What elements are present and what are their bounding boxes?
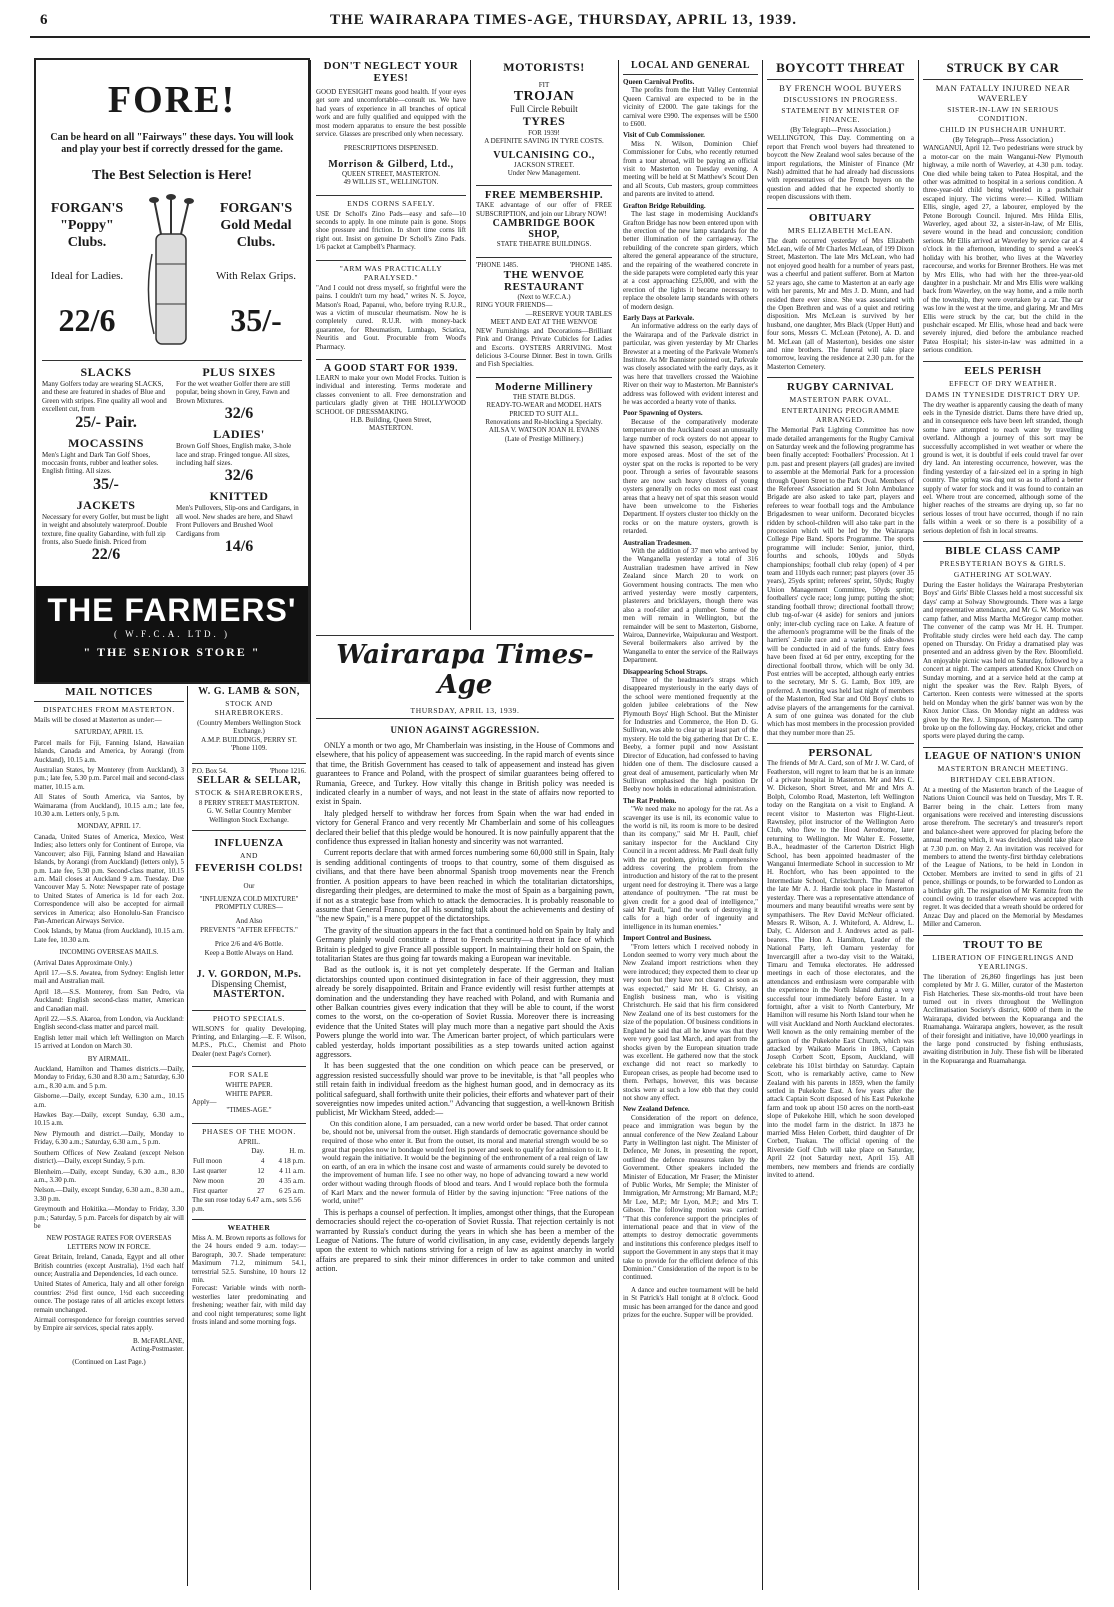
mail-sign: B. McFARLANE,	[132, 1336, 184, 1345]
lamb-phone: 'Phone 1109.	[230, 744, 267, 753]
mail-sign-title: Acting-Postmaster.	[130, 1345, 184, 1354]
plus-sixes-title: PLUS SIXES	[202, 365, 276, 379]
farmers-banner	[36, 586, 308, 682]
knitted-price: 14/6	[224, 538, 254, 556]
local-item-text: With the addition of 37 men who arrived by the Wanganella yesterday a total of 316 Australian tradesmen have arrived in New Zealand since March 20 to work on Government housing contracts. The men who arrived yesterday were mostly carpenters, plasterers and bricklayers, though there was also a roof-tiler and a plumber. Some of the men will remain in Wellington, but the remainder will be sent to Masterton, Gisborne, Wairoa, Dannevirke, Waipukurau and Westport. Several boilermakers also arrived by the Wanganella to enter the service of the Railways Department.	[623, 546, 758, 665]
mail-paragraph: Greymouth and Hokitika.—Monday to Friday, 3.30 p.m.; Saturday, 5 p.m. Parcels for dispatch by air will be	[34, 1205, 184, 1230]
poppy-clubs-label: FORGAN'S "Poppy" Clubs.	[50, 201, 124, 250]
wenvoe-ring: RING YOUR FRIENDS—	[476, 301, 553, 310]
moon-cell: 4 35 a.m.	[278, 1177, 305, 1186]
struck-body: WANGANUI, April 12. Two pedestrians were struck by a motor-car on the main Wanganui-New Plymouth highway, a mile north of Waverley, at 4.30 p.m. today. One died while being taken to Patea Hospital, and the other was admitted to hospital in a serious condition. A three-year-old child being wheeled in a pushchair escaped injury. The victims were:— Killed. William Ellis, single, aged 27, a labourer, employed by the Petone Borough Council. Injured. Mrs Hilda Ellis, Waverley, aged about 32, a sister-in-law, of Mr Ellis, severe wound in the head and concussion; condition serious. Mr Ellis arrived at Waverley by service car at 4 o'clock in the afternoon, intending to spend a week's holiday with his brother, who lives at the Waverley racecourse, and works for Brenner Brothers. He was met by Mrs Ellis, who had with her the three-year-old daughter in a pushchair. Mr and Mrs Ellis were walking back from Waverley, on the way home, and a mile north of the township, they were overtaken by a car. The car was low in the west at the time, and glaring. Mr and Mrs Ellis were struck by the car, but the child in the pushchair escaped. Mr Ellis, whose head and back were severely injured, died before the ambulance reached Patea Hospital; his sister-in-law was admitted in a serious condition.	[923, 144, 1083, 355]
millinery-sub: THE STATE BLDGS.	[512, 392, 576, 401]
eels-body: The dry weather is apparently causing the death of many eels in the Tyneside district. Dams there have dried up, and in consequence eels have been left stranded, though some have attempted to reach water by travelling overland. Although a journey of this sort may be successfully accomplished in wet weather or where the ground is wet, it is doubtful if eels could travel far over dry land. An interesting occurrence, however, was the finding yesterday of a fair-sized eel in a spring in high country. The spring was dug out so as to afford a better supply of water for stock and it was found to contain an eel. Where trout are concerned, although some of the higher reaches of the streams are drying up, so far no serious losses of trout have occurred, though if no rain falls within a week or so there is a possibility of a serious depletion of fish in local streams.	[923, 400, 1083, 535]
moon-cell: First quarter	[193, 1187, 228, 1196]
newspaper-title: THE WAIRARAPA TIMES-AGE, THURSDAY, APRIL 13, 1939.	[330, 12, 798, 28]
column-rule	[762, 60, 763, 1590]
fore-intro: Can be heard on all "Fairways" these days. You will look and play your best if correctly dressed for the game.	[50, 132, 294, 155]
gold-medal-clubs-price: 35/-	[230, 302, 282, 338]
gold-medal-clubs-sub: With Relax Grips.	[216, 270, 296, 282]
mail-paragraph: April 22.—S.S. Akaroa, from London, via Auckland: English second-class matter and parcel mail.	[34, 1015, 184, 1032]
moon-cell: Full moon	[193, 1157, 222, 1166]
wenvoe-body: NEW Furnishings and Decorations—Brilliant Pink and Orange. Private Cubicles for Ladies and Escorts. OYSTERS ARRIVING. Most delicious 3-Course Dinner. Best in town. Grills and Fish Specialties.	[476, 326, 612, 369]
ladies-title: LADIES'	[213, 427, 265, 442]
ladies-price: 32/6	[224, 467, 254, 485]
motorists-tyres: TYRES	[522, 113, 566, 128]
local-item-text: An informative address on the early days of the Wairarapa and of the Parkvale district in particular, was given yesterday by Mr Charles Brewster at a meeting of the Parkvale Women's Institute. As Mr Bannister pointed out, Parkvale was closely associated with the early days, as it was here that travellers crossed the Waiohine River on their way to Masterton. Mr Bannister's address was followed with evident interest and he was accorded a hearty vote of thanks.	[623, 322, 758, 407]
local-item-heading: Grafton Bridge Rebuilding.	[623, 201, 706, 210]
mail-paragraph: Auckland, Hamilton and Thames districts.—Daily, Monday to Friday, 6.30 and 8.30 a.m.; Saturday, 6.30 a.m., 8.30 a.m. and 5 p.m.	[34, 1065, 184, 1090]
millinery-late: (Late of Prestige Millinery.)	[504, 434, 584, 443]
local-item-heading: Import Control and Business.	[623, 934, 712, 943]
local-item-heading: Visit of Cub Commissioner.	[623, 131, 705, 140]
sellar-sub: STOCK & SHAREBROKERS,	[195, 788, 303, 798]
mail-paragraph: Hawkes Bay.—Daily, except Sunday, 6.30 a.m., 10.15 a.m.	[34, 1111, 184, 1128]
local-item-text: The last stage in modernising Auckland's Grafton Bridge has now been entered upon with the erection of the new lamp standards for the better illumination of the carriageway. The rebuilding of the concrete span girders, which altered the general appearance of the structure, and the repairing of the weathered concrete in the side parapets were completed early this year at a cost approaching £25,000, and with the erection of the lights it became necessary to replace the obsolete lamp standards with others of modern design.	[623, 210, 758, 311]
eyes-title: DON'T NEGLECT YOUR EYES!	[323, 60, 459, 84]
local-item-text: Because of the comparatively moderate temperature on the Auckland coast an unusually large number of rock oysters do not appear to have spawned this season, especially on the more exposed areas. Most of the set of the oyster spat on the rocks is reported to be very poor. Through a series of favourable seasons there are now such heavy clusters of young oysters generally on rocks on most east coast areas that a heavy net of spat this season would have been unwelcome to the Fisheries Department. If oysters cluster too thickly on the rocks or on the mature oysters, growth is retarded.	[623, 417, 758, 536]
rugby-sub: MASTERTON PARK OVAL.	[789, 395, 892, 405]
weather-forecast: Forecast: Variable winds with north-westerlies later predominating and freshening; weather fair, with mild day and cool night temperatures; some light frosts inland and some morning fogs.	[192, 1284, 306, 1327]
moon-cell: 4 11 a.m.	[279, 1167, 305, 1176]
motorists-co: VULCANISING CO.,	[493, 149, 595, 161]
league-sub: MASTERTON BRANCH MEETING.	[937, 763, 1069, 773]
local-item-heading: Disappearing School Straps.	[623, 667, 708, 676]
mail-paragraph: SATURDAY, APRIL 15.	[74, 728, 144, 737]
column-rule	[187, 686, 188, 1586]
local-item-text: The profits from the Hutt Valley Centennial Queen Carnival are expected to be in the vicinity of £2000. The gate takings for the carnival were £990. The expenses will be £500 to £600.	[623, 86, 758, 129]
fore-selection: The Best Selection is Here!	[92, 168, 252, 183]
eyes-body: GOOD EYESIGHT means good health. If your eyes get sore and uncomfortable—consult us. We have had years of experience in all branches of optical work and are fully qualified and equipped with the most modern apparatus to ensure the best possible service. Glasses are prescribed only when necessary.	[316, 88, 466, 139]
eyes-addr1: QUEEN STREET, MASTERTON.	[341, 169, 441, 178]
lamb-addr: A.M.P. BUILDINGS, PERRY ST.	[201, 735, 297, 744]
fore-headline: FORE!	[107, 79, 237, 121]
start-addr1: H.B. Building, Queen Street,	[350, 415, 432, 424]
moon-table	[192, 1146, 306, 1196]
editorial	[316, 632, 614, 1587]
knitted-text: Men's Pullovers, Slip-ons and Cardigans, in all wool. New shades are here, and Shawl Front Pullovers and Brushed Wool Cardigans from	[176, 504, 299, 538]
slacks-title: SLACKS	[80, 365, 132, 379]
influenza-prevents: PREVENTS "AFTER EFFECTS."	[200, 925, 298, 934]
small-ads-column	[192, 686, 306, 1586]
mail-paragraph: English letter mail which left Wellington on March 15 arrived at London on March 30.	[34, 1033, 184, 1051]
gordon-sub: Dispensing Chemist,	[211, 979, 287, 990]
motorists-for: FOR 1939!	[528, 128, 560, 137]
local-item-text: "From letters which I received nobody in London seemed to worry very much about the New Zealand import restrictions when they were introduced; they expected them to clear up very soon but they have not cleared as soon as was expected," said Mr H. G. Christy, an English business man, who is visiting Christchurch. He said that his firm considered New Zealand one of its best customers for the size of the population. Of business conditions in England he said that all he knew was that they were very good last March, and apart from the shocks given by the European situation trade was excellent. He gathered now that the stock exchange did not react so markedly to European crises, as people had become used to them. Perhaps, however, this was because stocks were at such a low ebb that they could not show any effect.	[623, 942, 758, 1102]
rur-body: "And I could not dress myself, so frightful were the pains. I couldn't turn my head," writes N. S. Joyce, Matson's Road, Papanui, who, before trying R.U.R., was a victim of muscular rheumatism. Now he is completely cured. R.U.R. with money-back guarantee, for Rheumatism, Lumbago, Sciatica, Neuritis and Gout. Procurable from Wood's Pharmacy.	[316, 283, 466, 351]
sale-apply: Apply—	[192, 1097, 217, 1106]
slacks-price: 25/- Pair.	[75, 413, 137, 431]
membership-shop2: STATE THEATRE BUILDINGS.	[496, 240, 592, 249]
news-column-6	[923, 60, 1083, 1590]
column-rule	[618, 60, 619, 1590]
local-item-heading: Queen Carnival Profits.	[623, 78, 695, 86]
bible-body: During the Easter holidays the Wairarapa Presbyterian Boys' and Girls' Bible Classes held a most successful six days' camp at Solway Showgrounds. There was a large and representative attendance, and Mr G. W. Morice was camp father, and Miss Martha McGregor camp mother. The convener of the camp was Mr H. H. Trumper. Profitable study circles were held each day. The camp opened on Thursday. On Friday a dramatised play was presented and an address given by the Rev. Bloomfield. An enjoyable picnic was held on Saturday, followed by a concert at night. The campers attended Knox Church on Sunday morning, and at a service held at the camp at night the speaker was the Rev. Ralph Byers, of Carterton. Keen contests were witnessed at the sports held on Monday when the girls' banner was won by the Knox Junior Class. On Monday night an address was given by the Rev. J. Simpson, of Masterton. The camp broke up on the following day. Hockey, cricket and other sports were played during the camp.	[923, 581, 1083, 741]
sale-title: FOR SALE	[228, 1070, 269, 1080]
local-item-text: Three of the headmaster's straps which disappeared mysteriously in the early days of the school were mentioned frequently at the golden jubilee celebrations of the New Plymouth Boys' High School. But the Minister for Industries and Commerce, the Hon D. G. Sullivan, was able to clear up at least part of the mystery. He told the big gathering that Dr C. E. Beeby, a former pupil and now Assistant Director of Education, had confessed to having hidden one of them. The disclosure caused a great deal of amusement, particularly when Mr Sullivan emphasised the high position Dr Beeby now holds in educational administration.	[623, 676, 758, 794]
gold-medal-clubs-label: FORGAN'S Gold Medal Clubs.	[219, 201, 293, 250]
moon-title: PHASES OF THE MOON.	[202, 1126, 296, 1136]
editorial-paragraph: ONLY a month or two ago, Mr Chamberlain was insisting, in the House of Commons and elsewhere, that his policy of appeasement was succeeding. In the rapid march of events since that time, the British Government has ceased to talk of appeasement and instead has given guarantees to France and Poland, with the prospect of similar guarantees being offered to Rumania, Greece, and Turkey. How vitally this change in British policy was needed is indicated clearly in a number of ways, and not least in the state of affairs now reported to exist in Spain.	[316, 741, 614, 807]
sellar-box: P.O. Box 54.	[192, 766, 228, 775]
jackets-price: 22/6	[91, 546, 121, 564]
slacks-text: Many Golfers today are wearing SLACKS, and these are featured in shades of Blue and Green with stripes. Fine quality all wool and excellent cut, from	[42, 380, 167, 414]
editorial-paragraph: Italy pledged herself to withdraw her forces from Spain when the war had ended in victory for General Franco and very recently Mr Chamberlain and some of his colleagues declared their belief that this pledge would be honoured. It is now painfully apparent that the confidence thus expressed in Italian honesty and sincerity was not warranted.	[316, 808, 614, 847]
trout-sub: LIBERATION OF FINGERLINGS AND YEARLINGS.	[932, 952, 1074, 971]
photo-title: PHOTO SPECIALS.	[212, 1013, 286, 1023]
membership-body: TAKE advantage of our offer of FREE SUBSCRIPTION, and join our Library NOW!	[476, 201, 612, 218]
editorial-paragraph: This is perhaps a counsel of perfection. It implies, amongst other things, that the European democracies should reject the co-operation of Soviet Russia. That rejection certainly is not warranted by Russia's conduct during the years in which she has been a member of the League of Nations. The future of world civilisation, in any case, evidently depends largely upon the extent to which nations striving for a reign of law as against anarchy in world affairs are prepared to sink their minor differences in order to take common and united action.	[316, 1207, 614, 1274]
sale-l2: WHITE PAPER.	[225, 1089, 273, 1098]
membership-shop: CAMBRIDGE BOOK SHOP,	[492, 218, 596, 241]
moon-header-cell	[192, 1146, 244, 1156]
millinery-title: Moderne Millinery	[494, 380, 593, 393]
personal-body: The friends of Mr A. Card, son of Mr J. W. Card, of Featherston, will regret to learn that he is an inmate of a private hospital in Masterton. Mr and Mrs C. W. Dickeson, Short Street, and Mr and Mrs A. Bolph, Colombo Road, Masterton, left Wellington today on the Rangitata on a visit to England. A recent visitor to Masterton was Flight-Lieut. Rawnsley, pilot instructor of the Wellington Aero Club, who flew to the Hood Aerodrome, later returning to Wellington. Mr Walter E. Fossette, B.A., headmaster of the Carterton District High School, has been appointed headmaster of the Wanganui Intermediate School in succession to Mr H. Rochfort, who has been appointed to the Intermediate School, Christchurch. The funeral of the late Mr A. J. Hardie took place in Masterton yesterday. There was a representative attendance of mourners and many beautiful wreaths were sent by sympathisers. The Rev David McNeur officiated. Messrs R. Wilson, A. J. Whiteford, A. Aldrew, L. Daly, C. Alderson and J. Andrews acted as pall-bearers. The Hon A. Hamilton, Leader of the National Party, left Oamaru yesterday for Invercargill after a two-day visit to the Waitaki, Timaru and Temuka electorates. He addressed meetings in each of those electorates, and the attendances and enthusiasm were comparable with the experience in the North Island during a very successful tour immediately before Easter. In a fortnight, after a visit to North Canterbury, Mr Hamilton will resume his North Island tour when he will visit Auckland and North Auckland electorates. Well known as the only remaining member of the garrison of the Pukekohe East Church, which was attacked by Waikato Maoris in 1863, Captain Joseph Corbett Scott, Epsom, Auckland, will celebrate his 101st birthday on Saturday. Captain Scott, who is remarkably active, came to New Zealand with his parents in 1859, when the family settled in Pukekohe East. A few years after the attack Captain Scott disposed of his East Pukekohe farm and took up about 150 acres on the north-east slope of Pukekohe Hill, which he soon developed into the model farm in the district. In 1873 he married Miss Helen Corbett, third daughter of Dr Corbett, Tuakau. The official opening of the Riverside Golf Club will take place on Saturday, April 22 (not Saturday next, April 15). All members, new members and friends are cordially invited to attend.	[767, 759, 914, 1180]
moon-cell: 4	[260, 1157, 265, 1166]
mail-continued: (Continued on Last Page.)	[72, 1357, 146, 1366]
sellar-phone: 'Phone 1216.	[269, 766, 306, 775]
boycott-sub: BY FRENCH WOOL BUYERS	[779, 83, 902, 93]
mail-paragraph: Gisborne.—Daily, except Sunday, 6.30 a.m., 10.15 a.m.	[34, 1092, 184, 1109]
local-item-heading: New Zealand Defence.	[623, 1105, 690, 1114]
motorists-saving: A DEFINITE SAVING IN TYRE COSTS.	[484, 137, 604, 146]
wenvoe-reserve: —RESERVE YOUR TABLES	[525, 309, 612, 318]
masthead-rule	[30, 36, 1090, 38]
sellar-addr: 8 PERRY STREET MASTERTON.	[198, 799, 300, 808]
mail-paragraph: BY AIRMAIL.	[87, 1054, 131, 1063]
moon-month: APRIL.	[238, 1137, 260, 1146]
struck-sub2: SISTER-IN-LAW IN SERIOUS CONDITION.	[947, 105, 1059, 123]
mail-paragraph: MONDAY, APRIL 17.	[77, 822, 141, 831]
mail-paragraph: Canada, United States of America, Mexico, West Indies; also letters only for Continent of Europe, via Vancouver; also Fiji, Fanning Island and Hawaiian Islands, by Aorangi (from Auckland) (letters only), 5 p.m. Late fee, 5.30 p.m. Second-class matter, 10.15 a.m. Mail closes at Auckland 9 a.m. Tuesday. Due Vancouver May 5. Note: Newspaper rate of postage to United States of America is 1d for each 2oz. Correspondence will also be accepted for airmail services in America; also Honolulu-San Francisco Pan-American Airways Service.	[34, 832, 184, 925]
rugby-body: The Memorial Park Lighting Committee has now made detailed arrangements for the Rugby Carnival on Saturday week and the following programme has been finally accepted: Footballers' Procession. At 1 p.m. past and present players (all grades) are invited to assemble at the Memorial Park for a procession through Queen Street to the Park Oval. Members of the Referees' Association and St John Ambulance Brigade are also asked to take part, players and referees to wear football togs and the Ambulance Brigadesmen to wear uniform. Decorated bicycles ridden by school-children will also take part in the procession which will be led by the Wairarapa College Pipe Band. Sports Programme. The sports programme will include: Senior, junior, third, fourths and schools, 100yds and 50yds championships; football club relay (open) of 4 per team and 110yds each runner; past players (over 35 years), 25yds sprint; referees' sprint, 50yds; Rugby Union Management Committee, 50yds sprint; footballers' cycle race; long jump; putting the shot; standing football throw; directional football throw; club tug-of-war (4 aside) for seniors and juniors only; inter-club cycling race on Lake. A feature of the afternoon's programme will be the finals of the harriers' 2-mile race and a variety of side-shows will be conducted in aid of the funds. Entry fees have been fixed at 6d per entry, excepting for the directional football throw, which will be only 3d. Post entries will be accepted, although early entries to the secretary, Mr S. G. Lamb, Box 109, are preferred. A meeting was held last night of members of the Masterton, Red Star and Old Boys' clubs to advise players of the arrangements for the carnival. A sum of one guinea was donated for the club which has most members in the procession provided that they number more than 25.	[767, 426, 914, 737]
wenvoe-phone-left: 'PHONE 1485.	[476, 260, 519, 269]
rur-title: "ARM WAS PRACTICALLY PARALYSED."	[339, 263, 443, 282]
photo-body: WILSON'S for quality Developing, Printing, and Enlarging.—E. F. Wilson, M.P.S., Ph.C., Chemist and Photo Dealer (next Page's Corner).	[192, 1024, 306, 1058]
ads-column-2	[316, 60, 466, 620]
editorial-date: THURSDAY, APRIL 13, 1939.	[410, 706, 520, 715]
boycott-body: WELLINGTON, This Day. Commenting on a report that French wool buyers had threatened to boycott the New Zealand wool sales because of the import regulations, the Minister of Finance (Mr Nash) admitted that he had already had discussions with representatives of the French buyers on the question and added that he expected shortly to reopen discussions with them.	[767, 134, 914, 202]
local-body	[623, 78, 758, 1320]
sale-where: "TIMES-AGE."	[226, 1106, 272, 1115]
mail-paragraph: April 17.—S.S. Awatea, from Sydney: English letter mail and Australian mail.	[34, 968, 184, 986]
editorial-paragraph: It has been suggested that the one condition on which peace can be preserved, or aggression resisted successfully should war prove to be inevitable, is that "all peoples who still retain faith in individual freedom as the highest human good, and in democracy as its political safeguard, shall forthwith unite their policies, their efforts and whatever part of their sovereignties now impedes united action." Advancing that suggestion, a well-known British publicist, Mr Wickham Steed, added:—	[316, 1061, 614, 1118]
millinery-names: AILSA V. WATSON JOAN H. EVANS	[488, 426, 600, 435]
local-item-heading: Poor Spawning of Oysters.	[623, 409, 703, 418]
gordon-title: J. V. GORDON, M.Ps.	[196, 969, 302, 981]
mail-paragraph: United States of America, Italy and all other foreign countries: 2½d first ounce, 1½d each succeeding ounce. The postage rates of all articles except letters remain unchanged.	[34, 1280, 184, 1314]
struck-sub: MAN FATALLY INJURED NEAR WAVERLEY	[935, 83, 1071, 103]
start-addr2: MASTERTON.	[369, 424, 413, 433]
league-sub2: BIRTHDAY CELEBRATION.	[950, 774, 1056, 784]
league-body: At a meeting of the Masterton branch of the League of Nations Union Council was held on Tuesday, Mrs T. R. Barrer being in the chair. Letters from many organisations were received and interesting discussions arose therefrom. The secretary's and treasurer's report and balance-sheet were approved for placing before the annual meeting which, it was decided, should take place at 7.30 p.m. on May 2. An invitation was received for members to attend the twenty-first birthday celebrations of the League of Nations, to be held in London in October. Members are invited to send in gifts of 21 pence, shillings or pounds, to be forwarded to London as a birthday gift. The resignation of Mr Kemnitz from the council owing to transfer elsewhere was accepted with regret. It was decided that a wreath should be ordered for Anzac Day and placed on the Memorial by Mesdames Miller and Cameron.	[923, 785, 1083, 929]
plus-sixes-price: 32/6	[224, 405, 254, 423]
influenza-mixture: "INFLUENZA COLD MIXTURE"	[199, 894, 299, 903]
mail-notices	[34, 686, 184, 1586]
lamb-sub2: (Country Members Wellington Stock Exchange.)	[197, 719, 301, 736]
rugby-sub2: ENTERTAINING PROGRAMME ARRANGED.	[781, 406, 900, 425]
editorial-paragraph: Current reports declare that with armed forces numbering some 60,000 still in Spain, Italy is sending additional contingents of troops to that country, some of them disguised as civilians, and that there have been abnormal Spanish troop movements near the French frontier. A position appears to have been reached in which the totalitarian dictatorships, disregarding their pledges, are determined to make the most of Spain as a bargaining pawn, if not as a strategic base from which to attack the democracies. It is probably reasonable to assume that General Franco, for all his sounding talk about the achievements and destiny of "the new Spain," is a mere puppet of the dictatorships.	[316, 848, 614, 924]
corns-body: USE Dr Scholl's Zino Pads—easy and safe—10 seconds to apply. In one minute pain is gone. Stops shoe pressure and friction. In short time corns lift right out. Insist on genuine Dr Scholl's Zino Pads. 1/6 packet at Campbell's Pharmacy.	[316, 209, 466, 252]
obituary-name: MRS ELIZABETH McLEAN.	[787, 225, 894, 235]
editorial-paragraph: Bad as the outlook is, it is not yet completely desperate. If the German and Italian dictatorships counted upon continued disintegration in face of their aggression, they must already be sorely disappointed. Britain and France evidently will resist further attempts at domination and the understanding they have reached with Poland, and with Rumania and other Balkan countries gives every indication that they will be able to count, if the worst comes to the worst, on the co-operation of Soviet Russia. Moreover there is increasing evidence that the United States will play much more than a negative part should the Axis Powers plunge the world into war. The American barter project, of which particulars were cabled yesterday, holds important possibilities as a step towards united action against aggressors.	[316, 965, 614, 1059]
wenvoe-meet: MEET AND EAT AT THE WENVOE	[490, 318, 598, 327]
boycott-by: (By Telegraph—Press Association.)	[790, 126, 891, 134]
mail-paragraph: Airmail correspondence for foreign countries served by Empire air services, special rates apply.	[34, 1316, 184, 1333]
jackets-title: JACKETS	[76, 497, 136, 512]
wenvoe-sub: (Next to W.F.C.A.)	[517, 293, 571, 302]
trout-body: The liberation of 26,860 fingerlings has just been completed by Mr J. G. Miller, curator of the Masterton Fish Hatcheries. These six-months-old trout have been turned out in rivers throughout the Wellington Acclimatisation Society's district, 6000 of them in the Wairarapa, divided between the Kopuaranga and the Ruamahanga. Wairarapa anglers, however, as the result of their foresight and initiative, have 10,000 yearlings in the large pond constructed by fishing enthusiasts, awaiting distribution in July. These fish will be liberated in the Kopuaranga and Ruamahanga.	[923, 972, 1083, 1065]
eyes-prescriptions: PRESCRIPTIONS DISPENSED.	[343, 144, 439, 153]
moccasins-price: 35/-	[93, 475, 119, 493]
editorial-body	[316, 741, 614, 1274]
gordon-town: MASTERTON.	[213, 988, 285, 1000]
local-title: LOCAL AND GENERAL	[630, 60, 751, 71]
influenza-keep: Keep a Bottle Always on Hand.	[204, 948, 294, 957]
start-title: A GOOD START FOR 1939.	[324, 362, 458, 374]
boycott-title: BOYCOTT THREAT	[776, 60, 905, 75]
knitted-title: KNITTED	[209, 489, 269, 504]
motorists-fit: FIT	[538, 81, 550, 89]
influenza-cures: PROMPTLY CURES—	[215, 903, 283, 912]
moon-header-cell: Day.	[251, 1147, 265, 1156]
struck-sub3: CHILD IN PUSHCHAIR UNHURT.	[939, 125, 1067, 134]
motorists-street: JACKSON STREET.	[513, 160, 575, 169]
farmers-name: THE FARMERS'	[47, 592, 297, 628]
editorial-paragraph: On this condition alone, I am persuaded, can a new world order be based. That order cannot be, should not be, universal from the outset. High standards of democratic governance should be required of those who enter it. But from the outset, its moral and material strength would be so great that peoples now in bondage would feel its power and seek to qualify for admission to it. It would regain the initiative. It would be the beginning of the enthronement of a real reign of law on earth, of an era in which the insane cost and waste of armaments could surely be devoted to the improvement of human life. I see no other way, no hope of advancing toward a new world order without wading through floods of blood and tears. And I would replace both the formula of Karl Marx and the newer formula of Hitler by the saving injunction: "Free nations of the world, unite!"	[322, 1118, 608, 1206]
editorial-paragraph: The gravity of the situation appears in the fact that a continued hold on Spain by Italy and Germany plainly would constitute a threat to French security—a threat in face of which Britain is pledged to give France all possible support. In maintaining their hold on Spain, the totalitarian States are thus going far towards making a European war inevitable.	[316, 925, 614, 963]
mail-paragraph: NEW POSTAGE RATES FOR OVERSEAS LETTERS NOW IN FORCE.	[46, 1234, 172, 1251]
millinery-body: READY-TO-WEAR and MODEL HATS PRICED TO SUIT ALL.	[486, 401, 602, 418]
obituary-title: OBITUARY	[809, 211, 872, 224]
millinery-renovations: Renovations and Re-blocking a Specialty.	[485, 417, 603, 426]
mail-paragraph: Australian States, by Monterey (from Auckland), 3 p.m.; late fee, 5.30 p.m. Parcel mail and second-class matter, 10.15 a.m.	[34, 766, 184, 791]
corns-title: ENDS CORNS SAFELY.	[347, 198, 435, 208]
motorists-line: Full Circle Rebuilt	[510, 104, 578, 115]
personal-title: PERSONAL	[808, 747, 873, 760]
eels-sub: EFFECT OF DRY WEATHER.	[948, 378, 1058, 388]
moon-row	[192, 1176, 306, 1186]
eyes-addr2: 49 WILLIS ST., WELLINGTON.	[343, 178, 439, 187]
rugby-title: RUGBY CARNIVAL	[787, 381, 894, 394]
column-rule	[470, 60, 471, 630]
farmers-sub: ( W.F.C.A. LTD. )	[114, 629, 230, 639]
editorial-masthead: Wairarapa Times-Age	[336, 640, 594, 700]
moccasins-title: MOCASSINS	[68, 435, 144, 450]
fore-advertisement	[34, 58, 310, 684]
jackets-text: Necessary for every Golfer, but must be light in weight and absolutely waterproof. Double texture, fine quality Gabardine, with full zip fronts, also Suede finish. Priced from	[42, 512, 169, 547]
mail-paragraph: Cook Islands, by Matua (from Auckland), 10.15 a.m. Late fee, 10.30 a.m.	[34, 927, 184, 944]
boycott-sub2: DISCUSSIONS IN PROGRESS.	[783, 95, 898, 104]
influenza-title: INFLUENZA	[214, 837, 284, 850]
lamb-title: W. G. LAMB & SON,	[198, 686, 300, 697]
sellar-title: SELLAR & SELLAR,	[197, 775, 301, 787]
moon-cell: 20	[257, 1177, 265, 1186]
mail-paragraph: April 18.—S.S. Monterey, from San Pedro, via Auckland: English second-class matter, American and Canadian mail.	[34, 987, 184, 1013]
influenza-price: Price 2/6 and 4/6 Bottle.	[214, 940, 284, 949]
column-rule	[310, 60, 311, 1590]
local-item-heading: Australian Tradesmen.	[623, 538, 692, 547]
eels-sub2: DAMS IN TYNESIDE DISTRICT DRY UP.	[925, 389, 1081, 399]
ads-column-3	[476, 60, 612, 630]
poppy-clubs-sub: Ideal for Ladies.	[50, 270, 124, 282]
influenza-our: Our	[243, 882, 255, 891]
local-item-text: A dance and euchre tournament will be held in St Patrick's Hall tonight at 8 o'clock. Good music has been arranged for the dance and good prizes for the euchre. Supper will be provided.	[623, 1285, 758, 1320]
plus-sixes-text: For the wet weather Golfer there are still popular, being shown in Grey, Fawn and Brown Mixtures.	[176, 380, 291, 405]
local-item-heading: The Rat Problem.	[623, 796, 677, 805]
trout-title: TROUT TO BE	[962, 938, 1044, 951]
poppy-clubs-price: 22/6	[58, 302, 116, 338]
obituary-body: The death occurred yesterday of Mrs Elizabeth McLean, wife of Mr Charles McLean, of 199 Dixon Street, Masterton. The late Mrs McLean, who had not enjoyed good health for a number of years past, was a cheerful and patient sufferer. Born at Marton 52 years ago, she came to Masterton at an early age with her parents, Mr and Mrs J. D. Munn, and had resided there ever since. She was associated with the Open Brethren and was of a quiet and retiring disposition. Mrs McLean is survived by her husband, one daughter, Mrs Black (Upper Hutt) and four sons, Messrs C. McLean (Petone), A. D. and M. McLean (all of Masterton), besides one sister and nine brothers. The funeral will take place tomorrow, leaving the residence at 2.30 p.m. for the Masterton Cemetery.	[767, 236, 914, 371]
local-item-text: Miss N. Wilson, Dominion Chief Commissioner for Cubs, who recently returned from a tour abroad, will be paying an official visit to Masterton on Tuesday evening. A meeting will be held at St Matthew's Scout Den and all Scouts, Cub masters, group committees and parents are invited to attend.	[623, 139, 758, 199]
moon-cell: 12	[257, 1167, 265, 1176]
mail-paragraph: (Arrival Dates Approximate Only.)	[34, 958, 132, 967]
local-and-general	[623, 60, 758, 1590]
mail-paragraph: All States of South America, via Santos, by Waimarama (from Auckland), 10.15 a.m.; late fee, 10.30 a.m. Letters only, 5 p.m.	[34, 793, 184, 819]
mail-paragraph: INCOMING OVERSEAS MAILS.	[59, 948, 159, 957]
influenza-and: AND	[239, 851, 259, 861]
local-item-text: "We need make no apology for the rat. As a scavenger its use is nil, its economic value to the world is nil, its room is more to be desired than its company," said Mr H. Paull, chief sanitary inspector for the Auckland City Council in a recent address. Mr Paull dealt fully with the rat problem, giving a comprehensive address covering the problem from the introduction and history of the rat to the present urgent need for destroying it. There was a large attendance of poultrymen. "The rat must be given credit for a good deal of intelligence," said Mr Paull, "and the work of destroying it calls for a high order of ingenuity and intelligence in its human enemies."	[623, 805, 758, 931]
membership-title: FREE MEMBERSHIP.	[484, 189, 604, 202]
league-title: LEAGUE OF NATION'S UNION	[924, 750, 1082, 762]
editorial-title: UNION AGAINST AGGRESSION.	[390, 725, 540, 735]
struck-by: (By Telegraph—Press Association.)	[952, 136, 1054, 144]
moon-cell: Last quarter	[193, 1167, 227, 1176]
moon-cell: 27	[257, 1187, 265, 1196]
local-item-text: Consideration of the report on defence, peace and immigration was begun by the annual conference of the New Zealand Labour Party in Wellington last night. The Minister of Defence, Mr Jones, in presenting the report, outlined the defence measures taken by the Government. Other speakers included the Minister of Education, Mr Fraser; the Minister of Public Works, Mr Semple; the Minister of Immigration, Mr Armstrong; Mr Barnard, M.P.; Mr Lee, M.P.; Mr Lyon, M.P.; and Mrs T. Gibson. The following motion was carried: "That this conference support the principles of international peace and that in view of the attempts to destroy democratic governments and institutions this conference pledges itself to support the Government in any steps that it may take to provide for the efficient defence of this Dominion." Consideration of the report is to be continued.	[623, 1113, 758, 1282]
mail-body	[34, 716, 184, 1333]
mail-paragraph: Southern Offices of New Zealand (except Nelson district).—Daily, except Sunday, 5 p.m.	[34, 1148, 184, 1166]
mail-paragraph: New Plymouth and district.—Daily, Monday to Friday, 6.30 a.m.; Saturday, 6.30 a.m., 5 p.m.	[34, 1129, 184, 1147]
column-rule	[918, 60, 919, 1590]
local-item-heading: Early Days at Parkvale.	[623, 313, 695, 322]
lamb-sub: STOCK AND SHAREBROKERS.	[214, 699, 284, 717]
moon-row	[192, 1156, 306, 1166]
bible-sub2: GATHERING AT SOLWAY.	[953, 570, 1053, 580]
mail-paragraph: Parcel mails for Fiji, Fanning Island, Hawaiian Islands, Canada and America, by Aorangi (from Auckland), 10.15 a.m.	[34, 738, 184, 764]
eyes-firm: Morrison & Gilberd, Ltd.,	[328, 158, 454, 170]
moon-header-cell: H. m.	[289, 1147, 305, 1156]
moon-row	[192, 1166, 306, 1176]
mail-subtitle: DISPATCHES FROM MASTERTON.	[43, 705, 175, 714]
influenza-also: And Also	[235, 917, 263, 926]
boycott-sub3: STATEMENT BY MINISTER OF FINANCE.	[781, 106, 900, 124]
moccasins-text: Men's Light and Dark Tan Golf Shoes, moccasin fronts, rubber and leather soles. English fitting. All sizes.	[42, 450, 159, 476]
motorists-title: MOTORISTS!	[503, 60, 585, 74]
bible-sub: PRESBYTERIAN BOYS & GIRLS.	[939, 559, 1067, 569]
mail-paragraph: Mails will be closed at Masterton as under:—	[34, 716, 162, 724]
weather-title: WEATHER	[227, 1222, 271, 1232]
masthead	[0, 12, 1114, 34]
moon-sun: The sun rose today 6.47 a.m., sets 5.56 p.m.	[192, 1196, 301, 1213]
mail-paragraph: Blenheim.—Daily, except Sunday, 6.30 a.m., 8.30 a.m., 3.30 p.m.	[34, 1167, 184, 1184]
motorists-brand: TROJAN	[513, 89, 575, 105]
moon-cell: 6 25 a.m.	[278, 1187, 305, 1196]
senior-store: " THE SENIOR STORE "	[83, 645, 261, 659]
page-number: 6	[40, 12, 48, 28]
golf-bag-illustration	[134, 194, 208, 354]
motorists-mgmt: Under New Management.	[507, 169, 581, 178]
mail-title: MAIL NOTICES	[65, 686, 153, 698]
wenvoe-title: THE WENVOE RESTAURANT	[503, 269, 585, 294]
moon-cell: New moon	[193, 1177, 224, 1186]
mail-paragraph: Nelson.—Daily, except Sunday, 6.30 a.m., 8.30 a.m., 3.30 p.m.	[34, 1186, 184, 1203]
sellar-member: G. W. Sellar Country Member Wellington Stock Exchange.	[206, 807, 292, 824]
moon-row	[192, 1186, 306, 1196]
news-column-5	[767, 60, 914, 1590]
influenza-title2: FEVERISH COLDS!	[194, 862, 304, 875]
wenvoe-phone-right: 'PHONE 1485.	[569, 260, 612, 269]
weather-body: Miss A. M. Brown reports as follows for the 24 hours ended 9 a.m. today:— Barograph, 30.7. Shade temperature: Maximum 71.2, minimum 54.1, terrestrial 52.5. Sunshine, 10 hours 12 min.	[192, 1233, 306, 1284]
ladies-text: Brown Golf Shoes, English make, 3-hole lace and strap. Fringed tongue. All sizes, including half sizes.	[176, 442, 292, 468]
moon-cell: 4 18 p.m.	[278, 1157, 305, 1166]
bible-title: BIBLE CLASS CAMP	[945, 545, 1061, 558]
sale-l1: WHITE PAPER.	[225, 1081, 273, 1090]
struck-title: STRUCK BY CAR	[946, 60, 1060, 75]
start-body: LEARN to make your own Model Frocks. Tuition is individual and interesting. Terms moderate and classes convenient to all. Free demonstration and particulars gladly given at THE HOLLYWOOD SCHOOL OF DRESSMAKING.	[316, 373, 466, 416]
eels-title: EELS PERISH	[964, 364, 1042, 377]
mail-paragraph: Great Britain, Ireland, Canada, Egypt and all other British countries (except Australia), 1½d each half ounce; Australia and Dependencies, 1d each ounce.	[34, 1253, 184, 1278]
